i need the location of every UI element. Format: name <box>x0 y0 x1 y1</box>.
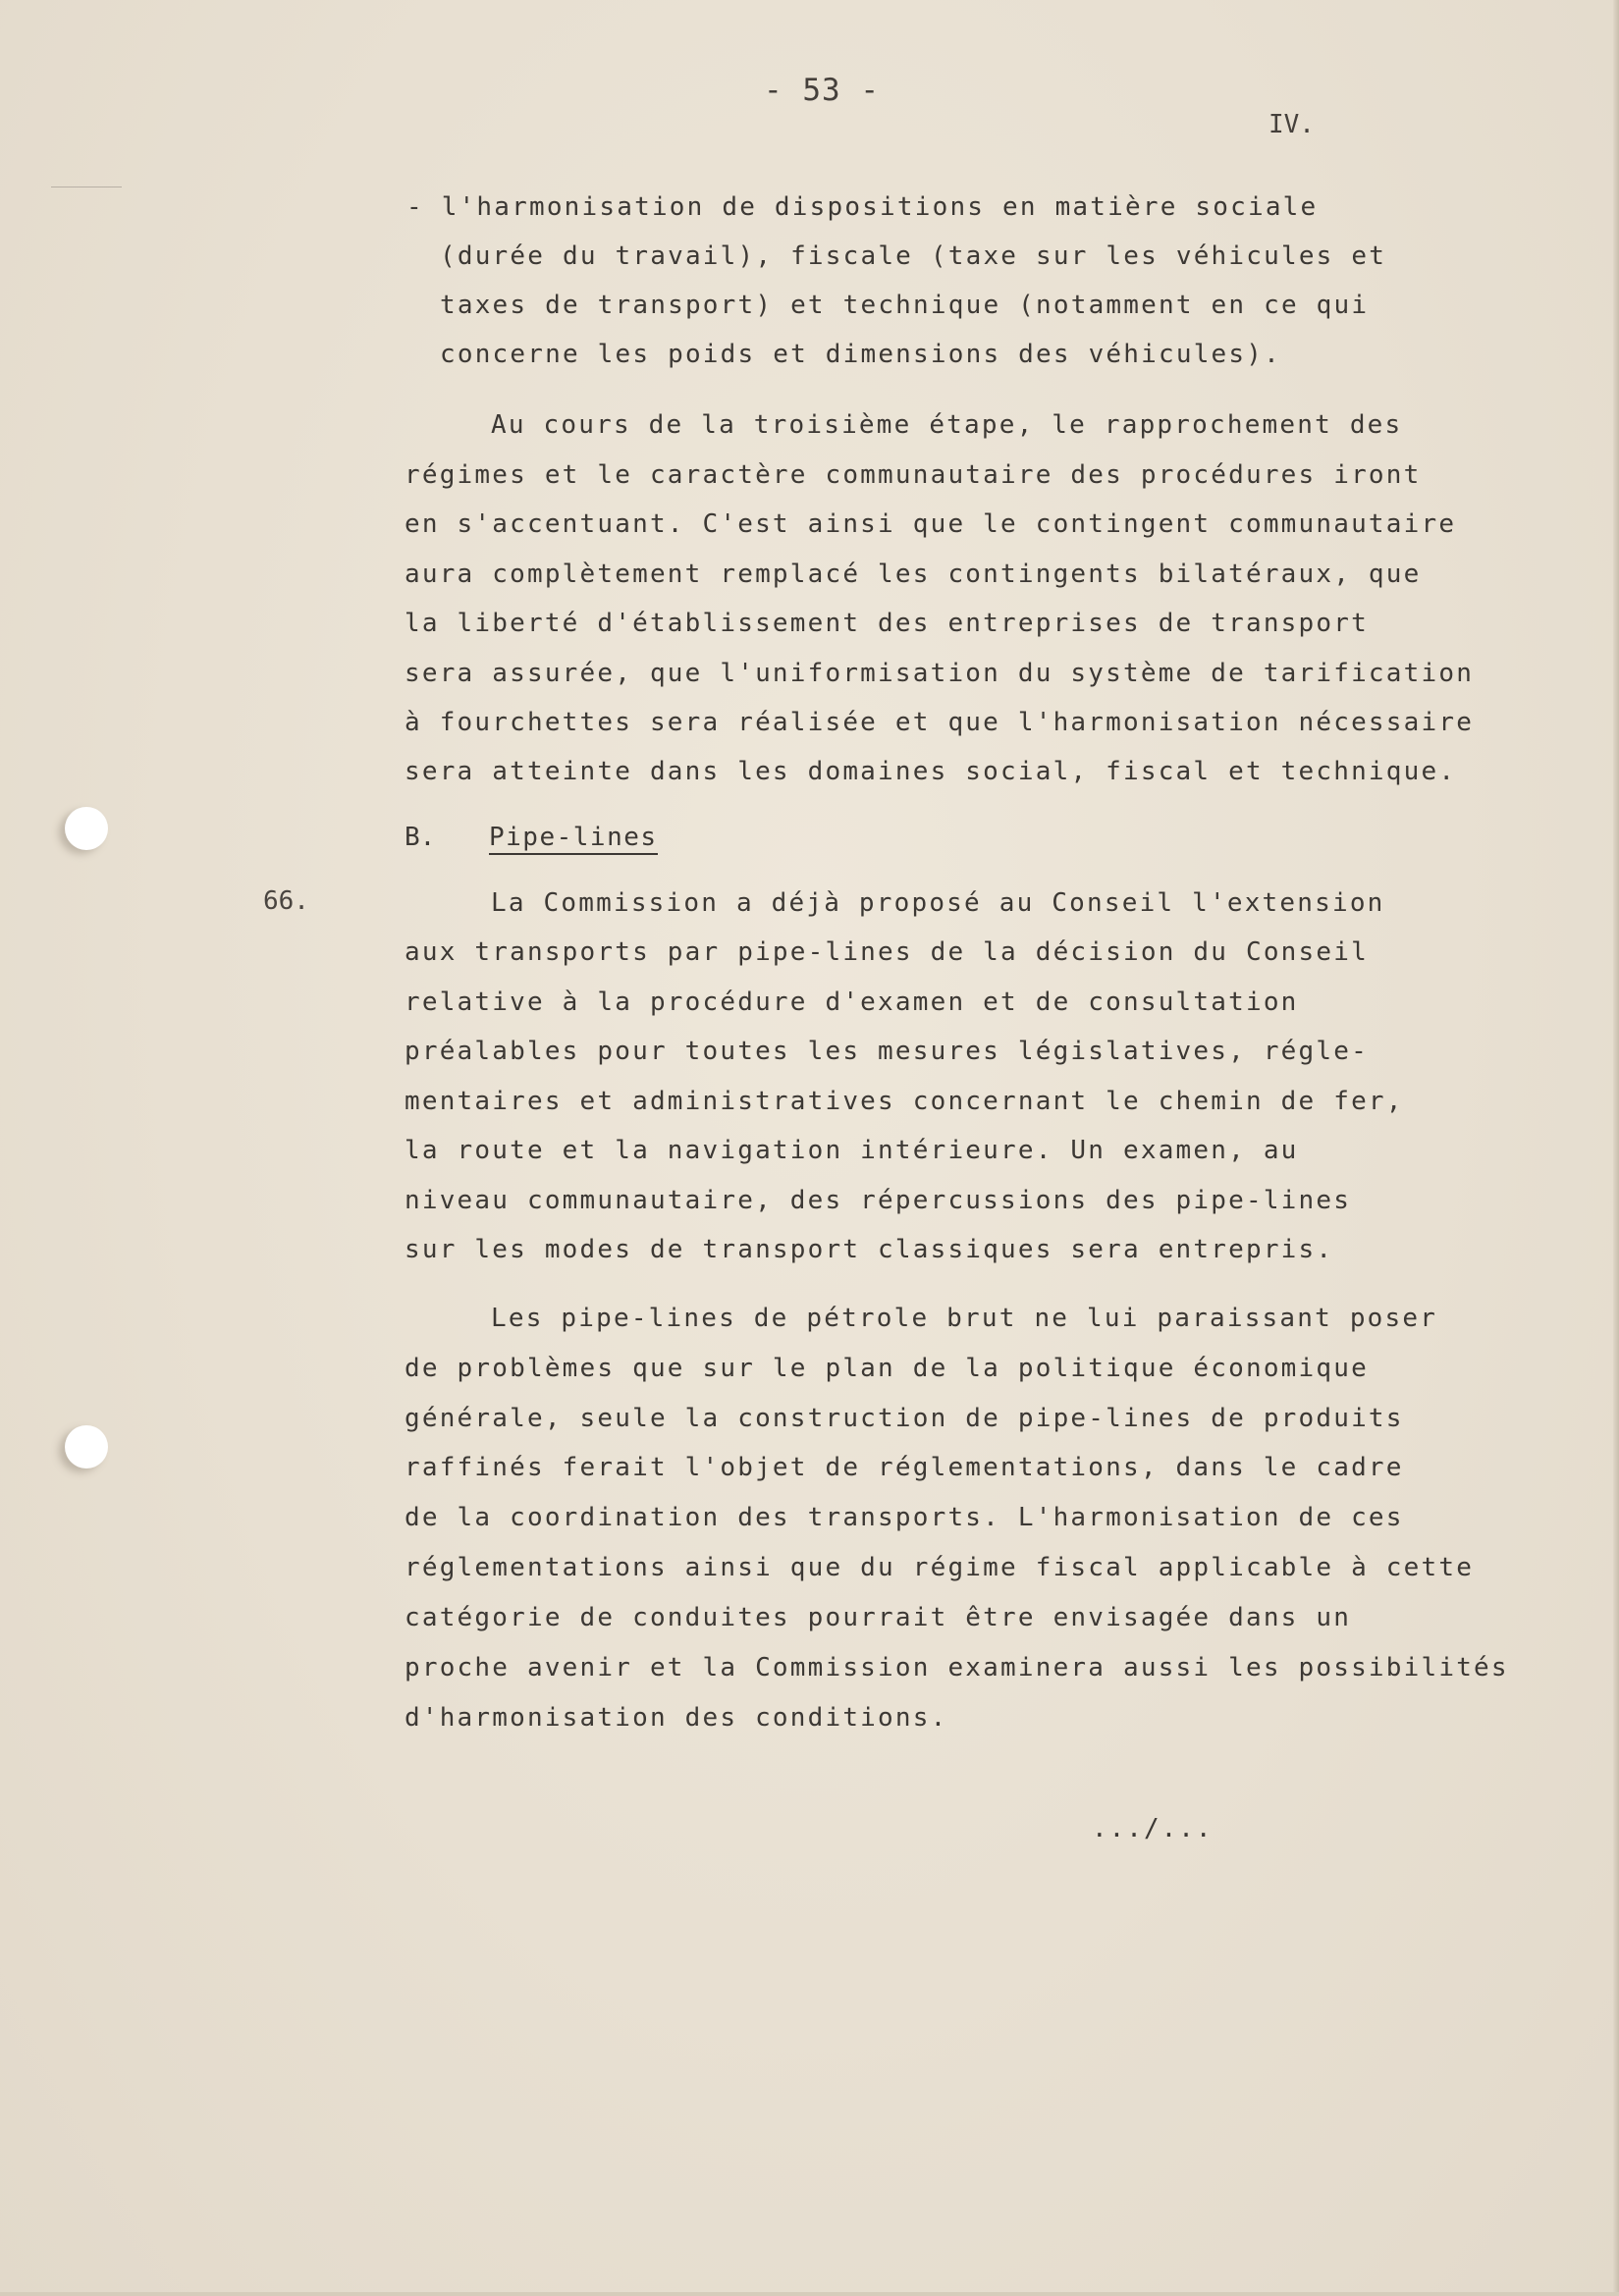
text-line: générale, seule la construction de pipe-lines de produits <box>405 1404 1404 1433</box>
page-edge-shadow <box>1613 0 1619 2296</box>
text-line: raffinés ferait l'objet de réglementations, dans le cadre <box>405 1453 1404 1482</box>
punch-hole-lower <box>65 1425 108 1468</box>
text-line: relative à la procédure d'examen et de consultation <box>405 988 1299 1017</box>
text-line: proche avenir et la Commission examinera aussi les possibilités <box>405 1653 1509 1682</box>
text-line: niveau communautaire, des répercussions des pipe-lines <box>405 1186 1352 1215</box>
text-line: - l'harmonisation de dispositions en matière sociale <box>406 192 1319 222</box>
text-line: sera atteinte dans les domaines social, fiscal et technique. <box>405 757 1457 786</box>
text-line: taxes de transport) et technique (notamment en ce qui <box>440 291 1370 320</box>
text-line: réglementations ainsi que du régime fiscal applicable à cette <box>405 1553 1475 1582</box>
text-line: régimes et le caractère communautaire des procédures iront <box>405 460 1422 490</box>
text-line: catégorie de conduites pourrait être envisagée dans un <box>405 1603 1352 1632</box>
text-line: sur les modes de transport classiques sera entrepris. <box>405 1235 1334 1264</box>
page-bottom-edge <box>0 2292 1619 2296</box>
text-line: La Commission a déjà proposé au Conseil l'extension <box>491 888 1385 918</box>
text-line: (durée du travail), fiscale (taxe sur les véhicules et <box>440 241 1387 271</box>
text-line: sera assurée, que l'uniformisation du système de tarification <box>405 659 1475 688</box>
section-number: IV. <box>1268 110 1315 139</box>
text-line: aura complètement remplacé les contingents bilatéraux, que <box>405 560 1422 589</box>
punch-hole-upper <box>65 807 108 850</box>
section-title: Pipe-lines <box>489 823 658 855</box>
text-line: à fourchettes sera réalisée et que l'harmonisation nécessaire <box>405 708 1475 737</box>
text-line: de la coordination des transports. L'harmonisation de ces <box>405 1503 1404 1532</box>
text-line: la route et la navigation intérieure. Un examen, au <box>405 1136 1299 1165</box>
text-line: en s'accentuant. C'est ainsi que le contingent communautaire <box>405 509 1457 539</box>
text-line: concerne les poids et dimensions des véhicules). <box>440 340 1281 369</box>
text-line: mentaires et administratives concernant le chemin de fer, <box>405 1087 1404 1116</box>
page-number: - 53 - <box>764 73 880 108</box>
text-line: Les pipe-lines de pétrole brut ne lui paraissant poser <box>491 1304 1438 1333</box>
text-line: la liberté d'établissement des entreprises de transport <box>405 609 1369 638</box>
section-letter: B. <box>405 823 436 852</box>
text-line: de problèmes que sur le plan de la politique économique <box>405 1354 1369 1383</box>
text-line: Au cours de la troisième étape, le rapprochement des <box>491 410 1403 440</box>
paragraph-number: 66. <box>263 886 309 916</box>
text-line: aux transports par pipe-lines de la décision du Conseil <box>405 937 1369 967</box>
text-line: préalables pour toutes les mesures législatives, régle- <box>405 1037 1369 1066</box>
continuation-marker: .../... <box>1092 1814 1214 1843</box>
text-line: d'harmonisation des conditions. <box>405 1703 948 1733</box>
